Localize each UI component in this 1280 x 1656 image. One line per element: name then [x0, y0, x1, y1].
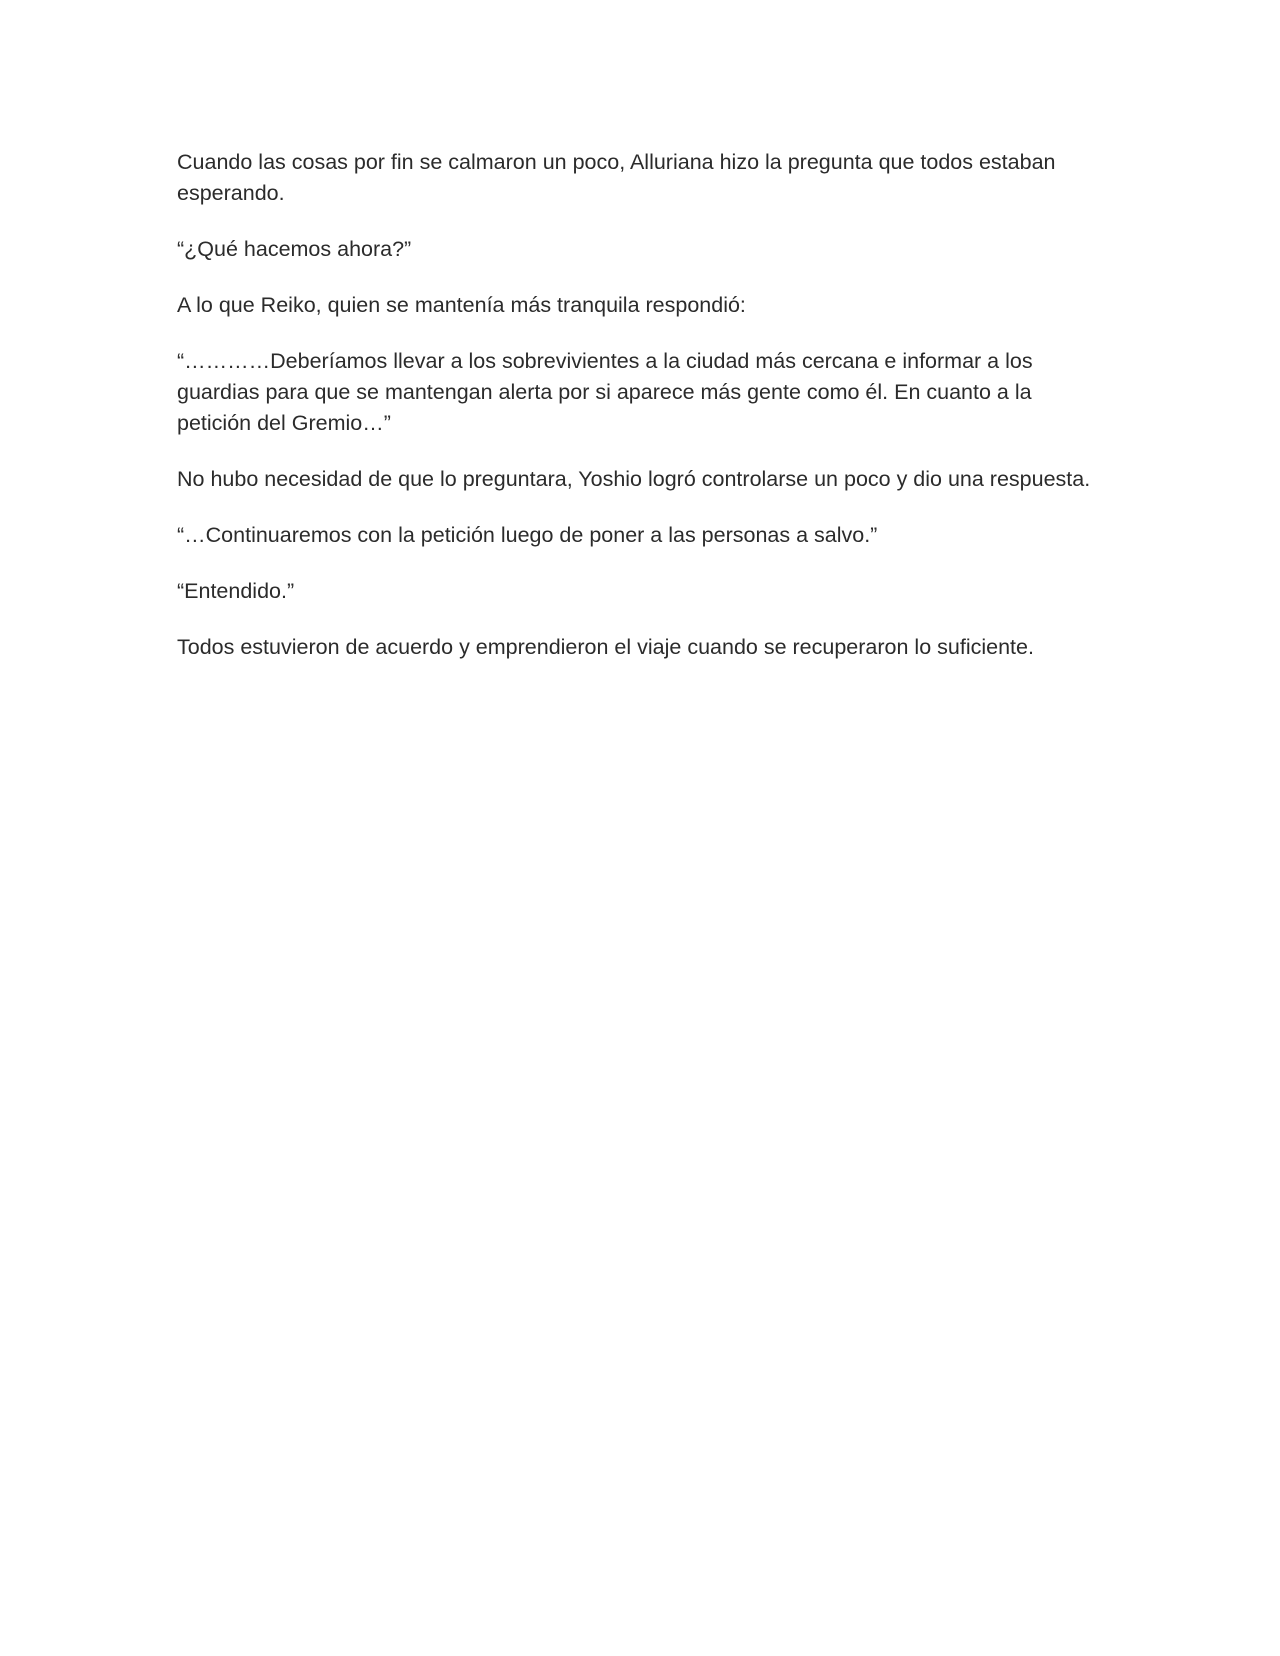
paragraph: “…………Deberíamos llevar a los sobrevivientes a la ciudad más cercana e informar a los guardias para que se mantengan alerta por si aparece más gente como él. En cuanto a la petición del Gremio…”	[177, 349, 1033, 435]
paragraph: No hubo necesidad de que lo preguntara, Yoshio logró controlarse un poco y dio una respuesta.	[177, 467, 1091, 491]
paragraph: “¿Qué hacemos ahora?”	[177, 237, 412, 261]
paragraph: “…Continuaremos con la petición luego de poner a las personas a salvo.”	[177, 523, 878, 547]
paragraph: Cuando las cosas por fin se calmaron un poco, Alluriana hizo la pregunta que todos estaban esperando.	[177, 150, 1056, 205]
paragraph: A lo que Reiko, quien se mantenía más tranquila respondió:	[177, 293, 746, 317]
paragraph: Todos estuvieron de acuerdo y emprendieron el viaje cuando se recuperaron lo suficiente.	[177, 635, 1034, 659]
paragraph: “Entendido.”	[177, 579, 295, 603]
document-body	[177, 147, 1107, 688]
